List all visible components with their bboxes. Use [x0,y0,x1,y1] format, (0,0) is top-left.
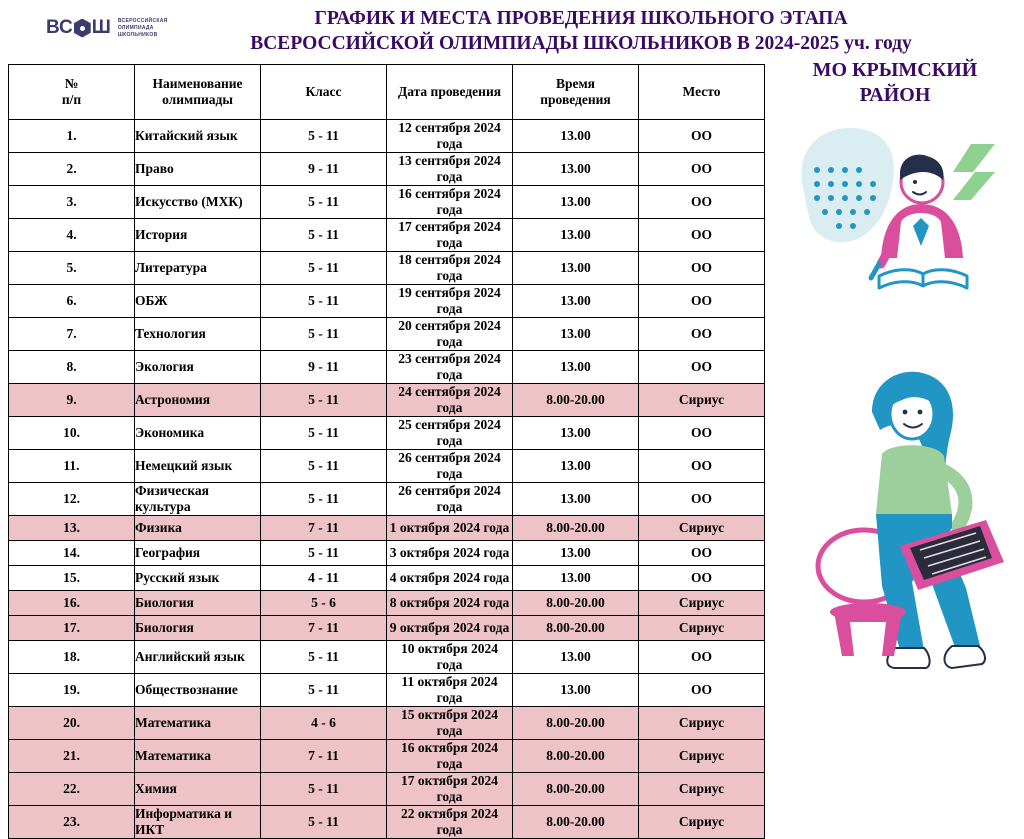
table-row [9,450,765,483]
table-row [9,641,765,674]
table-row [9,219,765,252]
cell-date: 26 сентября 2024 года [387,483,513,516]
cell-name: Экономика [135,417,261,450]
column-header-name-line-2: олимпиады [162,92,233,107]
cell-date: 1 октября 2024 года [387,516,513,541]
cell-name: Немецкий язык [135,450,261,483]
cell-number: 15. [9,566,135,591]
cell-name: Астрономия [135,384,261,417]
cell-place: ОО [639,252,765,285]
hexagon-icon [74,19,91,38]
cell-class: 4 - 6 [261,707,387,740]
cell-date: 17 сентября 2024 года [387,219,513,252]
cell-place: Сириус [639,516,765,541]
cell-class: 5 - 11 [261,450,387,483]
cell-name: Искусство (МХК) [135,186,261,219]
cell-date: 9 октября 2024 года [387,616,513,641]
cell-date: 3 октября 2024 года [387,541,513,566]
cell-place: ОО [639,285,765,318]
cell-name: Обществознание [135,674,261,707]
cell-date: 11 октября 2024 года [387,674,513,707]
cell-date: 17 октября 2024 года [387,773,513,806]
cell-time: 13.00 [513,450,639,483]
cell-date: 10 октября 2024 года [387,641,513,674]
cell-date: 16 октября 2024 года [387,740,513,773]
cell-number: 9. [9,384,135,417]
schedule-table [8,64,765,839]
table-row [9,351,765,384]
logo-mark-right: Ш [91,17,111,38]
cell-time: 13.00 [513,120,639,153]
cell-class: 5 - 11 [261,186,387,219]
cell-time: 13.00 [513,252,639,285]
cell-number: 23. [9,806,135,839]
cell-number: 8. [9,351,135,384]
table-row [9,773,765,806]
cell-date: 4 октября 2024 года [387,566,513,591]
cell-name: География [135,541,261,566]
cell-class: 7 - 11 [261,740,387,773]
cell-date: 16 сентября 2024 года [387,186,513,219]
cell-name: Математика [135,740,261,773]
cell-time: 13.00 [513,541,639,566]
table-row [9,318,765,351]
cell-number: 10. [9,417,135,450]
table-row [9,384,765,417]
cell-time: 13.00 [513,318,639,351]
cell-time: 8.00-20.00 [513,591,639,616]
table-row [9,120,765,153]
student-writing-illustration [795,118,1007,298]
cell-name: ОБЖ [135,285,261,318]
cell-place: ОО [639,186,765,219]
cell-number: 11. [9,450,135,483]
cell-name: Право [135,153,261,186]
cell-class: 5 - 11 [261,384,387,417]
table-row [9,516,765,541]
cell-place: Сириус [639,384,765,417]
cell-date: 23 сентября 2024 года [387,351,513,384]
cell-time: 8.00-20.00 [513,740,639,773]
cell-place: ОО [639,318,765,351]
cell-date: 22 октября 2024 года [387,806,513,839]
logo-caption-line-1: ВСЕРОССИЙСКАЯ [117,17,168,24]
cell-class: 9 - 11 [261,351,387,384]
cell-name: Экология [135,351,261,384]
table-row [9,252,765,285]
cell-name: Китайский язык [135,120,261,153]
cell-date: 20 сентября 2024 года [387,318,513,351]
table-row [9,806,765,839]
cell-place: ОО [639,566,765,591]
cell-place: Сириус [639,806,765,839]
cell-number: 5. [9,252,135,285]
cell-time: 8.00-20.00 [513,616,639,641]
logo-mark-left: ВС [46,17,73,38]
cell-place: ОО [639,351,765,384]
cell-time: 13.00 [513,186,639,219]
cell-class: 5 - 11 [261,219,387,252]
cell-class: 5 - 11 [261,417,387,450]
cell-time: 13.00 [513,483,639,516]
cell-number: 6. [9,285,135,318]
cell-name: Физическая культура [135,483,261,516]
cell-date: 24 сентября 2024 года [387,384,513,417]
region-heading [770,58,1020,108]
table-row [9,541,765,566]
cell-class: 5 - 11 [261,641,387,674]
cell-name: Русский язык [135,566,261,591]
cell-place: ОО [639,153,765,186]
cell-class: 5 - 11 [261,483,387,516]
logo-caption-line-2: ОЛИМПИАДА [117,24,154,31]
vosh-logo [46,6,186,50]
cell-date: 18 сентября 2024 года [387,252,513,285]
column-header-class: Класс [261,65,387,120]
cell-number: 13. [9,516,135,541]
logo-mark [46,17,111,39]
cell-number: 18. [9,641,135,674]
table-header-row [9,65,765,120]
cell-number: 19. [9,674,135,707]
table-row [9,483,765,516]
table-row [9,591,765,616]
cell-class: 5 - 11 [261,773,387,806]
cell-class: 5 - 11 [261,674,387,707]
cell-place: ОО [639,674,765,707]
table-row [9,616,765,641]
cell-time: 13.00 [513,641,639,674]
table-row [9,417,765,450]
column-header-number-line-1: № [64,76,79,91]
logo-caption [118,18,168,39]
cell-place: ОО [639,641,765,674]
cell-name: Химия [135,773,261,806]
cell-number: 12. [9,483,135,516]
cell-date: 19 сентября 2024 года [387,285,513,318]
region-heading-line-2: РАЙОН [859,84,931,106]
cell-time: 8.00-20.00 [513,384,639,417]
column-header-place: Место [639,65,765,120]
cell-date: 25 сентября 2024 года [387,417,513,450]
page-title [196,6,966,56]
column-header-date: Дата проведения [387,65,513,120]
page-title-line-2: ВСЕРОССИЙСКОЙ ОЛИМПИАДЫ ШКОЛЬНИКОВ В 2024-2025 уч. году [250,33,912,54]
cell-number: 4. [9,219,135,252]
cell-name: Информатика и ИКТ [135,806,261,839]
cell-time: 13.00 [513,674,639,707]
cell-time: 13.00 [513,285,639,318]
cell-number: 17. [9,616,135,641]
cell-name: Литература [135,252,261,285]
cell-number: 2. [9,153,135,186]
cell-class: 7 - 11 [261,616,387,641]
cell-date: 26 сентября 2024 года [387,450,513,483]
logo-caption-line-3: ШКОЛЬНИКОВ [117,31,158,38]
cell-name: История [135,219,261,252]
column-header-name-line-1: Наименование [152,76,243,91]
cell-class: 5 - 11 [261,252,387,285]
cell-class: 5 - 11 [261,285,387,318]
cell-class: 5 - 6 [261,591,387,616]
cell-place: ОО [639,219,765,252]
cell-place: Сириус [639,773,765,806]
column-header-number [9,65,135,120]
cell-time: 8.00-20.00 [513,806,639,839]
table-row [9,566,765,591]
cell-name: Математика [135,707,261,740]
column-header-time-line-1: Время [555,76,595,91]
cell-name: Английский язык [135,641,261,674]
cell-number: 21. [9,740,135,773]
table-header [9,65,765,120]
table-row [9,285,765,318]
cell-class: 7 - 11 [261,516,387,541]
cell-time: 13.00 [513,566,639,591]
cell-date: 8 октября 2024 года [387,591,513,616]
table-body [9,120,765,839]
cell-number: 3. [9,186,135,219]
cell-class: 5 - 11 [261,806,387,839]
cell-place: ОО [639,120,765,153]
page-title-line-1: ГРАФИК И МЕСТА ПРОВЕДЕНИЯ ШКОЛЬНОГО ЭТАПА [314,8,848,29]
cell-name: Биология [135,591,261,616]
cell-place: Сириус [639,616,765,641]
cell-time: 13.00 [513,351,639,384]
cell-number: 20. [9,707,135,740]
cell-date: 13 сентября 2024 года [387,153,513,186]
cell-time: 13.00 [513,219,639,252]
cell-number: 1. [9,120,135,153]
cell-class: 4 - 11 [261,566,387,591]
column-header-name [135,65,261,120]
cell-time: 13.00 [513,153,639,186]
cell-place: Сириус [639,707,765,740]
table-row [9,153,765,186]
cell-place: ОО [639,450,765,483]
cell-name: Биология [135,616,261,641]
cell-time: 8.00-20.00 [513,773,639,806]
region-heading-line-1: МО КРЫМСКИЙ [812,59,978,81]
cell-name: Технология [135,318,261,351]
cell-date: 12 сентября 2024 года [387,120,513,153]
table-row [9,674,765,707]
table-row [9,740,765,773]
cell-number: 7. [9,318,135,351]
table-row [9,707,765,740]
cell-time: 13.00 [513,417,639,450]
cell-time: 8.00-20.00 [513,707,639,740]
cell-name: Физика [135,516,261,541]
cell-place: ОО [639,417,765,450]
cell-place: ОО [639,541,765,566]
cell-place: Сириус [639,591,765,616]
cell-class: 9 - 11 [261,153,387,186]
cell-time: 8.00-20.00 [513,516,639,541]
column-header-time-line-2: проведения [540,92,611,107]
cell-place: Сириус [639,740,765,773]
cell-class: 5 - 11 [261,318,387,351]
cell-class: 5 - 11 [261,541,387,566]
column-header-time [513,65,639,120]
column-header-number-line-2: п/п [61,92,82,107]
cell-number: 22. [9,773,135,806]
table-row [9,186,765,219]
cell-number: 14. [9,541,135,566]
cell-place: ОО [639,483,765,516]
cell-number: 16. [9,591,135,616]
cell-class: 5 - 11 [261,120,387,153]
cell-date: 15 октября 2024 года [387,707,513,740]
student-with-laptop-illustration [790,350,1015,680]
